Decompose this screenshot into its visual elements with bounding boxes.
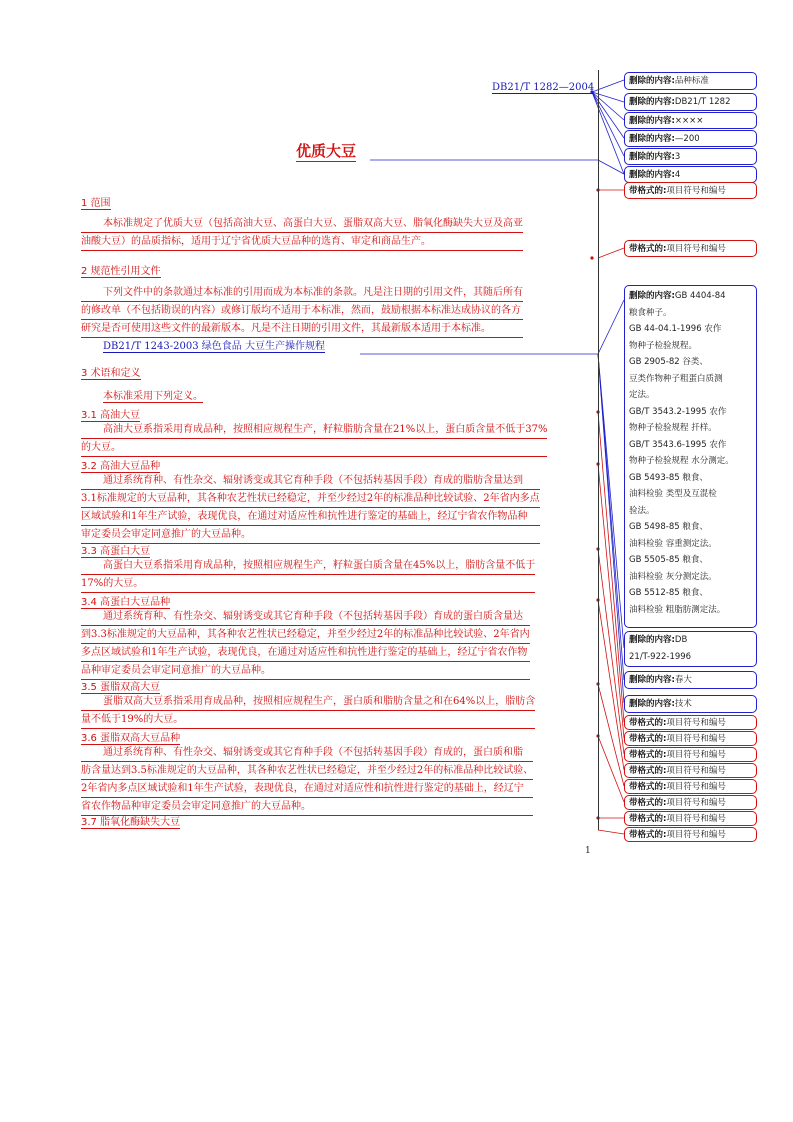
comment-kind: 带格式的: xyxy=(629,244,667,254)
text-line: 的修改单（不包括勘误的内容）或修订版均不适用于本标准，然而，鼓励根据本标准达成协议的各方 xyxy=(81,302,523,320)
comment-balloon-deletion[interactable] xyxy=(624,112,757,129)
comment-kind: 带格式的: xyxy=(629,750,667,760)
term-definition-3-4 xyxy=(81,608,530,680)
section-heading-terms: 3 术语和定义 xyxy=(81,364,141,380)
text-line: 研究是否可使用这些文件的最新版本。凡是不注日期的引用文件，其最新版本适用于本标准。 xyxy=(81,320,523,338)
comment-balloon-formatting[interactable] xyxy=(624,182,757,199)
comment-balloon-formatting[interactable] xyxy=(624,827,757,842)
comment-kind: 删除的内容: xyxy=(629,97,675,107)
comment-kind: 删除的内容: xyxy=(629,152,675,162)
comment-text: 油料检验 类型及互混检 xyxy=(629,489,717,499)
comment-kind: 删除的内容: xyxy=(629,134,675,144)
text-line: 区域试验和1年生产试验，表现优良，在通过对适应性和抗性进行鉴定的基础上，经辽宁省农作物品种 xyxy=(81,508,540,526)
text-line: 下列文件中的条款通过本标准的引用而成为本标准的条款。凡是注日期的引用文件，其随后所有 xyxy=(81,284,523,302)
text-line: 到3.3标准规定的大豆品种，其各种农艺性状已经稳定，并至少经过2年的标准品种比较试验、2年省内 xyxy=(81,626,530,644)
comment-text: —200 xyxy=(674,134,700,144)
comment-kind: 带格式的: xyxy=(629,798,667,808)
comment-kind: 带格式的: xyxy=(629,718,667,728)
text-line: 油酸大豆）的品质指标，适用于辽宁省优质大豆品种的选育、审定和商品生产。 xyxy=(81,233,523,251)
comment-text: GB 5505-85 粮食、 xyxy=(629,555,708,565)
comment-text: 油料检验 粗脂肪测定法。 xyxy=(629,604,726,615)
comment-kind: 删除的内容: xyxy=(629,635,675,645)
comment-text: GB 5498-85 粮食、 xyxy=(629,522,708,532)
term-heading-3-1: 3.1 高油大豆 xyxy=(81,406,140,422)
comment-balloon-formatting[interactable] xyxy=(624,795,757,810)
comment-text: ×××× xyxy=(674,116,704,126)
term-definition-3-5 xyxy=(81,693,535,729)
text-line: 通过系统育种、有性杂交、辐射诱变或其它育种手段（不包括转基因手段）育成的，蛋白质和脂 xyxy=(81,744,533,762)
comment-kind: 删除的内容: xyxy=(629,116,675,126)
text-line: 的大豆。 xyxy=(81,439,547,457)
comment-balloon-deletion-references[interactable] xyxy=(624,285,757,628)
comment-balloon-deletion[interactable] xyxy=(624,72,757,90)
term-heading-3-5: 3.5 蛋脂双高大豆 xyxy=(81,678,160,694)
comment-balloon-deletion[interactable] xyxy=(624,130,757,147)
term-definition-3-1 xyxy=(81,421,547,457)
comment-text: 项目符号和编号 xyxy=(666,782,726,792)
document-title: 优质大豆 xyxy=(296,142,357,160)
comment-text: 项目符号和编号 xyxy=(666,718,726,728)
comment-text: 项目符号和编号 xyxy=(666,750,726,760)
comment-balloon-deletion[interactable] xyxy=(624,695,757,713)
comment-text: GB 4404-84 xyxy=(674,291,726,301)
comment-kind: 带格式的: xyxy=(629,782,667,792)
section-heading-references: 2 规范性引用文件 xyxy=(81,262,161,278)
comment-balloon-deletion[interactable] xyxy=(624,631,757,667)
comment-text: 物种子检验规程。 xyxy=(629,340,698,351)
comment-kind: 带格式的: xyxy=(629,766,667,776)
comment-kind: 带格式的: xyxy=(629,830,667,840)
comment-text: GB 5512-85 粮食、 xyxy=(629,588,708,598)
comment-kind: 带格式的: xyxy=(629,186,667,196)
comment-text: 技术 xyxy=(674,699,692,709)
text-line: 3.1标准规定的大豆品种，其各种农艺性状已经稳定，并至少经过2年的标准品种比较试验、2年省内多点 xyxy=(81,490,540,508)
term-heading-3-7: 3.7 脂氧化酶缺失大豆 xyxy=(81,813,180,829)
comment-text: GB 2905-82 谷类、 xyxy=(629,357,708,367)
comment-kind: 删除的内容: xyxy=(629,291,675,301)
comment-text: 物种子检验规程 扦样。 xyxy=(629,423,717,433)
comment-kind: 删除的内容: xyxy=(629,76,675,86)
comment-text: 项目符号和编号 xyxy=(666,186,726,196)
comment-text: DB xyxy=(674,635,688,645)
comment-text: 项目符号和编号 xyxy=(666,814,726,824)
text-line: 高油大豆系指采用育成品种，按照相应规程生产，籽粒脂肪含量在21%以上，蛋白质含量不低于37% xyxy=(81,421,547,439)
text-line: 通过系统育种、有性杂交、辐射诱变或其它育种手段（不包括转基因手段）育成的蛋白质含量达 xyxy=(81,608,530,626)
text-line: 2年省内多点区域试验和1年生产试验，表现优良，在通过对适应性和抗性进行鉴定的基础上，经辽宁 xyxy=(81,780,533,798)
term-heading-3-2: 3.2 高油大豆品种 xyxy=(81,457,160,473)
text-line: 蛋脂双高大豆系指采用育成品种，按照相应规程生产，蛋白质和脂肪含量之和在64%以上，脂肪含 xyxy=(81,693,535,711)
comment-text: 21/T-922-1996 xyxy=(629,652,692,662)
comment-text: 春大 xyxy=(674,675,692,685)
comment-kind: 带格式的: xyxy=(629,814,667,824)
comment-balloon-formatting[interactable] xyxy=(624,811,757,826)
text-line: 高蛋白大豆系指采用育成品种，按照相应规程生产，籽粒蛋白质含量在45%以上，脂肪含量不低于 xyxy=(81,557,535,575)
page-number: 1 xyxy=(585,846,591,856)
comment-text: 物种子检验规程 水分测定。 xyxy=(629,456,734,466)
comment-balloon-formatting[interactable] xyxy=(624,240,757,257)
terms-intro: 本标准采用下列定义。 xyxy=(103,387,203,403)
comment-balloon-deletion[interactable] xyxy=(624,166,757,183)
comment-text: 项目符号和编号 xyxy=(666,244,726,254)
comment-balloon-formatting[interactable] xyxy=(624,763,757,778)
comment-text: GB 5493-85 粮食、 xyxy=(629,472,708,483)
comment-kind: 删除的内容: xyxy=(629,699,675,709)
comment-balloon-deletion[interactable] xyxy=(624,93,757,111)
term-heading-3-3: 3.3 高蛋白大豆 xyxy=(81,542,150,558)
text-line: 审定委员会审定同意推广的大豆品种。 xyxy=(81,526,540,544)
comment-text: 验法。 xyxy=(629,505,655,516)
term-definition-3-6 xyxy=(81,744,533,816)
text-line: 多点区域试验和1年生产试验，表现优良，在通过对适应性和抗性进行鉴定的基础上，经辽宁省农作物 xyxy=(81,644,530,662)
paragraph-references xyxy=(81,284,523,338)
text-line: 通过系统育种、有性杂交、辐射诱变或其它育种手段（不包括转基因手段）育成的脂肪含量达到 xyxy=(81,472,540,490)
comment-text: 定法。 xyxy=(629,390,655,400)
text-line: 量不低于19%的大豆。 xyxy=(81,711,535,729)
comment-text: 油料检验 灰分测定法。 xyxy=(629,571,717,582)
comment-balloon-deletion[interactable] xyxy=(624,671,757,689)
comment-text: 项目符号和编号 xyxy=(666,830,726,840)
term-definition-3-3 xyxy=(81,557,535,593)
comment-text: GB/T 3543.2-1995 农作 xyxy=(629,406,727,417)
comment-text: 3 xyxy=(674,152,681,162)
comment-balloon-formatting[interactable] xyxy=(624,731,757,746)
comment-text: 品种标准 xyxy=(674,76,709,86)
comment-balloon-formatting[interactable] xyxy=(624,747,757,762)
document-id: DB21/T 1282—2004 xyxy=(492,82,595,93)
comment-kind: 带格式的: xyxy=(629,734,667,744)
reference-entry: DB21/T 1243-2003 绿色食品 大豆生产操作规程 xyxy=(103,337,325,353)
comment-text: 项目符号和编号 xyxy=(666,798,726,808)
comment-text: 豆类作物种子粗蛋白质测 xyxy=(629,373,723,384)
text-line: 品种审定委员会审定同意推广的大豆品种。 xyxy=(81,662,530,680)
comment-text: 项目符号和编号 xyxy=(666,734,726,744)
text-line: 本标准规定了优质大豆（包括高油大豆、高蛋白大豆、蛋脂双高大豆、脂氧化酶缺失大豆及高亚 xyxy=(81,215,523,233)
comment-balloon-deletion[interactable] xyxy=(624,148,757,165)
comment-balloon-formatting[interactable] xyxy=(624,779,757,794)
comment-kind: 删除的内容: xyxy=(629,675,675,685)
margin-divider xyxy=(598,70,599,830)
comment-text: 粮食种子。 xyxy=(629,307,672,318)
text-line: 省农作物品种审定委员会审定同意推广的大豆品种。 xyxy=(81,798,533,816)
comment-text: 4 xyxy=(674,170,681,180)
comment-text: DB21/T 1282 xyxy=(674,97,731,107)
comment-balloon-formatting[interactable] xyxy=(624,715,757,730)
comment-text: GB/T 3543.6-1995 农作 xyxy=(629,439,727,450)
term-heading-3-4: 3.4 高蛋白大豆品种 xyxy=(81,593,170,609)
comment-kind: 删除的内容: xyxy=(629,170,675,180)
paragraph-scope xyxy=(81,215,523,251)
term-definition-3-2 xyxy=(81,472,540,544)
term-heading-3-6: 3.6 蛋脂双高大豆品种 xyxy=(81,729,180,745)
text-line: 肪含量达到3.5标准规定的大豆品种，其各种农艺性状已经稳定，并至少经过2年的标准品种比较试验、 xyxy=(81,762,533,780)
comment-text: 项目符号和编号 xyxy=(666,766,726,776)
comment-text: GB 44-04.1-1996 农作 xyxy=(629,324,722,334)
text-line: 17%的大豆。 xyxy=(81,575,535,593)
section-heading-scope: 1 范围 xyxy=(81,194,111,210)
comment-text: 油料检验 容重测定法。 xyxy=(629,538,717,549)
